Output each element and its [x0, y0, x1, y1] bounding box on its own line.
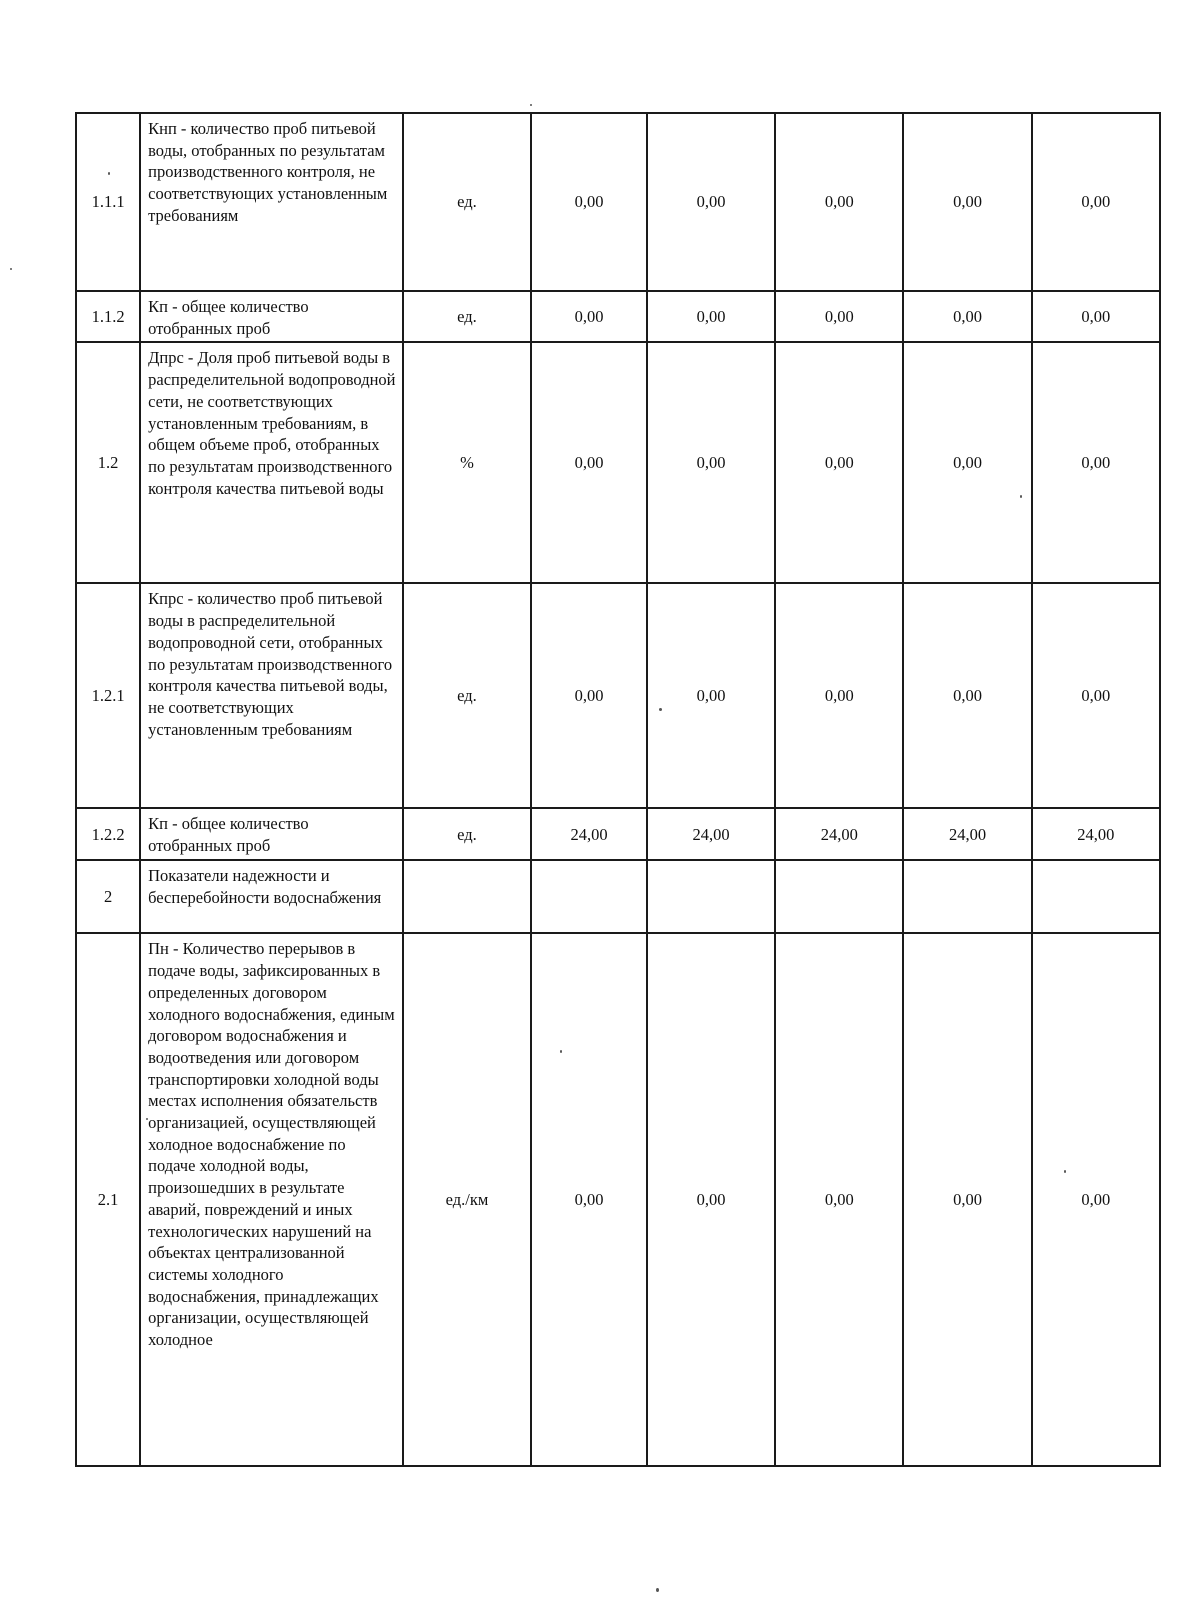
- value-cell: [775, 860, 903, 933]
- value-cell: 0,00: [903, 113, 1031, 291]
- table-row: [76, 583, 1160, 808]
- value-cell: 0,00: [1032, 933, 1160, 1466]
- table-row: [76, 933, 1160, 1466]
- row-unit: [403, 860, 531, 933]
- value-cell: [903, 860, 1031, 933]
- scan-speck: [530, 104, 532, 106]
- value-cell: 24,00: [775, 808, 903, 860]
- row-unit: ед.: [403, 113, 531, 291]
- row-number: 1.1.2: [76, 291, 140, 342]
- scan-speck: [146, 1118, 148, 1120]
- table-row: [76, 342, 1160, 583]
- value-cell: [531, 860, 647, 933]
- value-cell: 0,00: [903, 342, 1031, 583]
- row-description: Кнп - количество проб питьевой воды, отобранных по результатам производственного контроля, не соответствующих установленным требованиям: [140, 113, 403, 291]
- row-number: 1.2: [76, 342, 140, 583]
- row-number: 2: [76, 860, 140, 933]
- value-cell: 0,00: [775, 933, 903, 1466]
- value-cell: 24,00: [531, 808, 647, 860]
- value-cell: 0,00: [1032, 291, 1160, 342]
- table-row: [76, 808, 1160, 860]
- row-description: Кп - общее количество отобранных проб: [140, 291, 403, 342]
- value-cell: 24,00: [903, 808, 1031, 860]
- row-unit: ед.: [403, 291, 531, 342]
- scan-speck: [560, 1050, 562, 1053]
- value-cell: 0,00: [531, 291, 647, 342]
- value-cell: 0,00: [647, 342, 775, 583]
- row-unit: ед./км: [403, 933, 531, 1466]
- scan-speck: [1064, 1170, 1066, 1173]
- scan-speck: [1020, 495, 1022, 498]
- value-cell: 0,00: [647, 583, 775, 808]
- row-number: 1.2.2: [76, 808, 140, 860]
- value-cell: 0,00: [903, 933, 1031, 1466]
- value-cell: 0,00: [775, 583, 903, 808]
- row-unit: ед.: [403, 583, 531, 808]
- row-unit: ед.: [403, 808, 531, 860]
- value-cell: 24,00: [647, 808, 775, 860]
- value-cell: 0,00: [531, 933, 647, 1466]
- row-description: Показатели надежности и бесперебойности водоснабжения: [140, 860, 403, 933]
- row-number: 1.2.1: [76, 583, 140, 808]
- table-row: [76, 860, 1160, 933]
- indicators-table: [75, 112, 1161, 1467]
- value-cell: 0,00: [775, 342, 903, 583]
- value-cell: 0,00: [1032, 342, 1160, 583]
- row-description: Кпрс - количество проб питьевой воды в распределительной водопроводной сети, отобранных по результатам производственного контроля качества питьевой воды, не соответствующих установленным требованиям: [140, 583, 403, 808]
- table-row: [76, 113, 1160, 291]
- value-cell: 0,00: [903, 583, 1031, 808]
- value-cell: 0,00: [647, 933, 775, 1466]
- value-cell: 24,00: [1032, 808, 1160, 860]
- scan-speck: [10, 268, 12, 270]
- table-row: [76, 291, 1160, 342]
- row-number: 1.1.1: [76, 113, 140, 291]
- scan-speck: [108, 172, 110, 175]
- value-cell: 0,00: [775, 113, 903, 291]
- value-cell: 0,00: [531, 342, 647, 583]
- value-cell: 0,00: [647, 113, 775, 291]
- row-unit: %: [403, 342, 531, 583]
- row-description: Пн - Количество перерывов в подаче воды, зафиксированных в определенных договором холодного водоснабжения, единым договором водоснабжения и водоотведения или договором транспортировки холодной воды местах исполнения обязательств организацией, осуществляющей холодное водоснабжение по подаче холодной воды, произошедших в результате аварий, повреждений и иных технологических нарушений на объектах централизованной системы холодного водоснабжения, принадлежащих организации, осуществляющей холодное: [140, 933, 403, 1466]
- value-cell: 0,00: [531, 113, 647, 291]
- value-cell: 0,00: [1032, 583, 1160, 808]
- value-cell: 0,00: [903, 291, 1031, 342]
- scan-speck: [656, 1588, 659, 1592]
- value-cell: 0,00: [1032, 113, 1160, 291]
- row-number: 2.1: [76, 933, 140, 1466]
- value-cell: [1032, 860, 1160, 933]
- value-cell: 0,00: [775, 291, 903, 342]
- value-cell: 0,00: [647, 291, 775, 342]
- scan-speck: [659, 708, 662, 711]
- row-description: Дпрс - Доля проб питьевой воды в распределительной водопроводной сети, не соответствующих установленным требованиям, в общем объеме проб, отобранных по результатам производственного контроля качества питьевой воды: [140, 342, 403, 583]
- value-cell: 0,00: [531, 583, 647, 808]
- row-description: Кп - общее количество отобранных проб: [140, 808, 403, 860]
- value-cell: [647, 860, 775, 933]
